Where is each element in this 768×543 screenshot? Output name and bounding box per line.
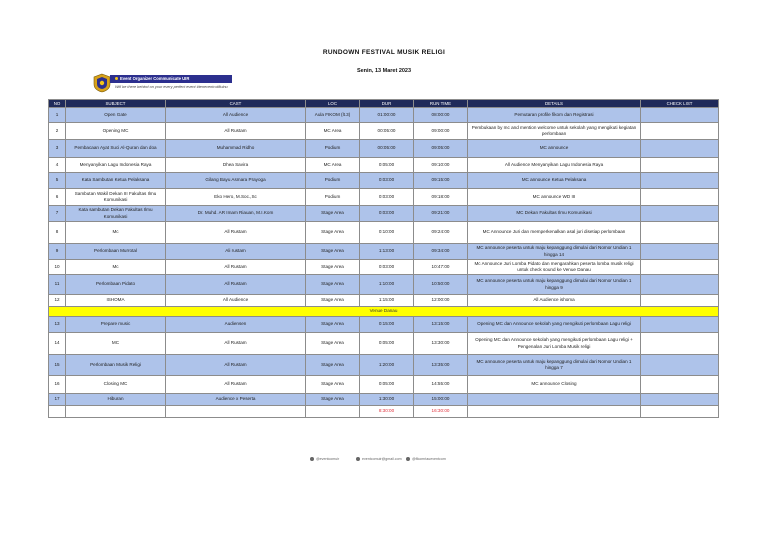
row-loc: Podium	[306, 173, 360, 189]
row-loc: Stage Area	[306, 275, 360, 295]
row-no: 11	[49, 275, 66, 295]
row-loc: Stage Area	[306, 244, 360, 260]
row-checklist[interactable]	[641, 244, 719, 260]
row-subject: Menyanyikan Lagu Indonesia Raya	[66, 158, 166, 173]
row-cast: Eko Hero, M.Soc.,Sc	[166, 189, 306, 206]
row-loc: Aula FIKOM (lt.3)	[306, 108, 360, 123]
row-no: 12	[49, 295, 66, 307]
row-dur: 1:30:00	[360, 394, 414, 406]
table-row	[49, 244, 719, 260]
row-runtime: 09:15:00	[414, 173, 468, 189]
row-cast: Audience x Peserta	[166, 394, 306, 406]
row-subject: Kata sambutan Dekan Fakultas Ilmu Komunikasi	[66, 206, 166, 222]
row-subject: Sambutan Wakil Dekan III Fakultas Ilmu Komunikasi	[66, 189, 166, 206]
row-subject: Perlombaan Murrotal	[66, 244, 166, 260]
row-loc: Stage Area	[306, 394, 360, 406]
row-dur: 0:03:00	[360, 260, 414, 275]
row-loc: Stage Area	[306, 317, 360, 333]
row-runtime: 13:35:00	[414, 355, 468, 376]
row-checklist[interactable]	[641, 206, 719, 222]
venue-row	[49, 307, 719, 317]
row-checklist[interactable]	[641, 317, 719, 333]
footer-social-2-text: eventcomuir@gmail.com	[362, 457, 402, 461]
row-subject: Open Gate	[66, 108, 166, 123]
rundown-table	[48, 99, 719, 418]
row-cast: All Rustam	[166, 123, 306, 140]
row-no: 2	[49, 123, 66, 140]
row-runtime: 08:00:00	[414, 108, 468, 123]
row-checklist[interactable]	[641, 222, 719, 244]
footer-social-3	[406, 457, 446, 461]
row-cast: Dr. Muhd. AR Imam Riauan, M.I.Kom	[166, 206, 306, 222]
row-no: 5	[49, 173, 66, 189]
row-dur: 0:15:00	[360, 317, 414, 333]
row-subject: MC	[66, 333, 166, 355]
row-loc: Stage Area	[306, 295, 360, 307]
row-cast: All Rustam	[166, 376, 306, 394]
row-runtime: 14:55:00	[414, 376, 468, 394]
row-checklist[interactable]	[641, 333, 719, 355]
table-header	[49, 100, 719, 108]
table-row	[49, 206, 719, 222]
row-loc: Stage Area	[306, 355, 360, 376]
row-checklist[interactable]	[641, 275, 719, 295]
row-details: Opening MC dan Announce sekolah yang mengikuti perlombaan Lagu religi + Pengenalan Juri Lomba Musik religi	[468, 333, 641, 355]
row-cast: All Audience	[166, 108, 306, 123]
instagram-icon	[310, 457, 314, 461]
row-dur: 0:05:00	[360, 376, 414, 394]
row-loc: Stage Area	[306, 222, 360, 244]
col-header-cast: CAST	[166, 100, 306, 108]
row-dur: 0:10:00	[360, 222, 414, 244]
table-row	[49, 333, 719, 355]
row-checklist[interactable]	[641, 189, 719, 206]
footer-social-2	[356, 457, 402, 461]
row-runtime: 12:00:00	[414, 295, 468, 307]
table-row	[49, 355, 719, 376]
row-subject: Mc	[66, 260, 166, 275]
row-cast: Ali rustam	[166, 244, 306, 260]
row-no: 17	[49, 394, 66, 406]
row-details: MC announce	[468, 140, 641, 158]
table-row	[49, 173, 719, 189]
row-dur: 1:15:00	[360, 295, 414, 307]
col-header-no: NO	[49, 100, 66, 108]
row-no: 8	[49, 222, 66, 244]
row-details	[468, 394, 641, 406]
totals-subject	[66, 406, 166, 418]
totals-loc	[306, 406, 360, 418]
row-dur: 0:05:00	[360, 333, 414, 355]
row-no: 13	[49, 317, 66, 333]
row-checklist[interactable]	[641, 260, 719, 275]
table-row	[49, 275, 719, 295]
row-details: All Audience Menyanyikan Lagu Indonesia Raya	[468, 158, 641, 173]
row-cast: All Rustam	[166, 355, 306, 376]
organizer-name-label: Event Organizer Communicate UIR	[120, 76, 190, 81]
row-subject: Kata Sambutan Ketua Pelaksana	[66, 173, 166, 189]
page-title: RUNDOWN FESTIVAL MUSIK RELIGI	[322, 49, 446, 56]
col-header-loc: LOC	[306, 100, 360, 108]
row-cast: All Rustam	[166, 275, 306, 295]
row-dur: 0:03:00	[360, 206, 414, 222]
row-details: All Audience ishoma	[468, 295, 641, 307]
row-details: MC announce peserta untuk maju kepanggung dimulai dari Nomor Undian 1 hingga 7	[468, 355, 641, 376]
end-time: 16:30:00	[414, 406, 468, 418]
organizer-tagline: Will be there behind on your every perfect event #teneventrutifiulnu	[115, 85, 228, 89]
event-date: Senin, 13 Maret 2023	[356, 68, 412, 74]
row-runtime: 09:34:00	[414, 244, 468, 260]
row-no: 14	[49, 333, 66, 355]
row-subject: Hiburan	[66, 394, 166, 406]
row-runtime: 09:18:00	[414, 189, 468, 206]
row-checklist[interactable]	[641, 355, 719, 376]
table-row	[49, 295, 719, 307]
table-row	[49, 158, 719, 173]
row-checklist[interactable]	[641, 108, 719, 123]
row-details: Mc Announce Juri Lomba Pidato dan mengarahkan peserta lomba musik religi untuk check sound ke Venue Danau	[468, 260, 641, 275]
row-dur: 1:20:00	[360, 355, 414, 376]
row-no: 4	[49, 158, 66, 173]
row-loc: Stage Area	[306, 260, 360, 275]
row-subject: Closing MC	[66, 376, 166, 394]
row-loc: Stage Area	[306, 376, 360, 394]
row-details: Pembukaan by mc and mention welcome untuk sekolah yang mengikuti kegiatan perlombaan	[468, 123, 641, 140]
table-row	[49, 317, 719, 333]
table-row	[49, 394, 719, 406]
row-checklist[interactable]	[641, 295, 719, 307]
table-row	[49, 108, 719, 123]
row-loc: Podium	[306, 189, 360, 206]
row-cast: All Rustam	[166, 222, 306, 244]
total-duration: 8:30:00	[360, 406, 414, 418]
row-no: 16	[49, 376, 66, 394]
row-details: MC announce peserta untuk maju kepanggung dimulai dari Nomor Undian 1 hingga 9	[468, 275, 641, 295]
row-runtime: 09:10:00	[414, 158, 468, 173]
table-row	[49, 123, 719, 140]
row-no: 7	[49, 206, 66, 222]
row-runtime: 13:15:00	[414, 317, 468, 333]
row-details: MC Announce Juri dan memperkenalkan asal juri disetiap perlombaan	[468, 222, 641, 244]
row-no: 6	[49, 189, 66, 206]
totals-row	[49, 406, 719, 418]
row-details: MC announce peserta untuk maju kepanggung dimulai dari Nomor Undian 1 hingga 14	[468, 244, 641, 260]
row-cast: Muhammad Ridho	[166, 140, 306, 158]
row-details: MC Dekan Fakultas Ilmu Komunikasi	[468, 206, 641, 222]
row-subject: Perlombaan Musik Religi	[66, 355, 166, 376]
row-cast: Audiensen	[166, 317, 306, 333]
mail-icon	[356, 457, 360, 461]
row-dur: 00:05:00	[360, 123, 414, 140]
row-no: 3	[49, 140, 66, 158]
row-details: MC announce Closing	[468, 376, 641, 394]
row-runtime: 10:47:00	[414, 260, 468, 275]
table-row	[49, 140, 719, 158]
bullet-icon	[115, 77, 118, 80]
row-dur: 1:10:00	[360, 275, 414, 295]
organizer-logo-icon	[92, 73, 112, 93]
row-checklist[interactable]	[641, 376, 719, 394]
row-dur: 0:03:00	[360, 189, 414, 206]
footer-social-1	[310, 457, 339, 461]
totals-cast	[166, 406, 306, 418]
row-cast: Dhea Savira	[166, 158, 306, 173]
row-details: MC announce Ketua Pelaksana	[468, 173, 641, 189]
row-subject: Mc	[66, 222, 166, 244]
row-dur: 01:00:00	[360, 108, 414, 123]
row-checklist[interactable]	[641, 394, 719, 406]
table-row	[49, 260, 719, 275]
row-details: Pemutaran profile fikom dan Registrasi	[468, 108, 641, 123]
row-no: 10	[49, 260, 66, 275]
row-no: 15	[49, 355, 66, 376]
row-cast: All Rustam	[166, 333, 306, 355]
row-runtime: 10:50:00	[414, 275, 468, 295]
row-dur: 0:03:00	[360, 173, 414, 189]
row-loc: MC Area	[306, 123, 360, 140]
col-header-details: DETAILS	[468, 100, 641, 108]
row-runtime: 09:05:00	[414, 140, 468, 158]
row-checklist[interactable]	[641, 158, 719, 173]
row-cast: Gilang Bayu Asmara Prayoga	[166, 173, 306, 189]
row-runtime: 09:00:00	[414, 123, 468, 140]
row-loc: Stage Area	[306, 333, 360, 355]
row-loc: MC Area	[306, 158, 360, 173]
row-checklist[interactable]	[641, 140, 719, 158]
col-header-subject: SUBJECT	[66, 100, 166, 108]
footer-social-1-text: @eventcomuir	[316, 457, 340, 461]
totals-no	[49, 406, 66, 418]
instagram-icon	[406, 457, 410, 461]
row-loc: Stage Area	[306, 206, 360, 222]
row-subject: Opening MC	[66, 123, 166, 140]
row-dur: 00:05:00	[360, 140, 414, 158]
row-checklist[interactable]	[641, 173, 719, 189]
totals-details	[468, 406, 641, 418]
row-subject: Prepare music	[66, 317, 166, 333]
col-header-dur: DUR	[360, 100, 414, 108]
row-dur: 0:05:00	[360, 158, 414, 173]
totals-checklist	[641, 406, 719, 418]
row-runtime: 09:21:00	[414, 206, 468, 222]
table-row	[49, 222, 719, 244]
table-row	[49, 189, 719, 206]
table-row	[49, 376, 719, 394]
row-details: Opening MC dan Announce sekolah yang mengikuti perlombaan Lagu religi	[468, 317, 641, 333]
row-checklist[interactable]	[641, 123, 719, 140]
col-header-checklist: CHECK LIST	[641, 100, 719, 108]
row-cast: All Audience	[166, 295, 306, 307]
row-runtime: 15:00:00	[414, 394, 468, 406]
col-header-runtime: RUN TIME	[414, 100, 468, 108]
footer-social-3-text: @fikomriaueventcom	[412, 457, 446, 461]
row-cast: All Rustam	[166, 260, 306, 275]
row-runtime: 09:24:00	[414, 222, 468, 244]
row-subject: Perlombaan Pidato	[66, 275, 166, 295]
row-subject: ISHOMA	[66, 295, 166, 307]
venue-label: Venue Danau	[49, 307, 719, 317]
row-dur: 1:13:00	[360, 244, 414, 260]
row-subject: Pembacaan Ayat Suci Al-Quran dan doa	[66, 140, 166, 158]
row-details: MC announce WD III	[468, 189, 641, 206]
row-loc: Podium	[306, 140, 360, 158]
organizer-banner	[92, 73, 232, 95]
organizer-name	[110, 75, 232, 83]
row-runtime: 13:30:00	[414, 333, 468, 355]
row-no: 9	[49, 244, 66, 260]
row-no: 1	[49, 108, 66, 123]
